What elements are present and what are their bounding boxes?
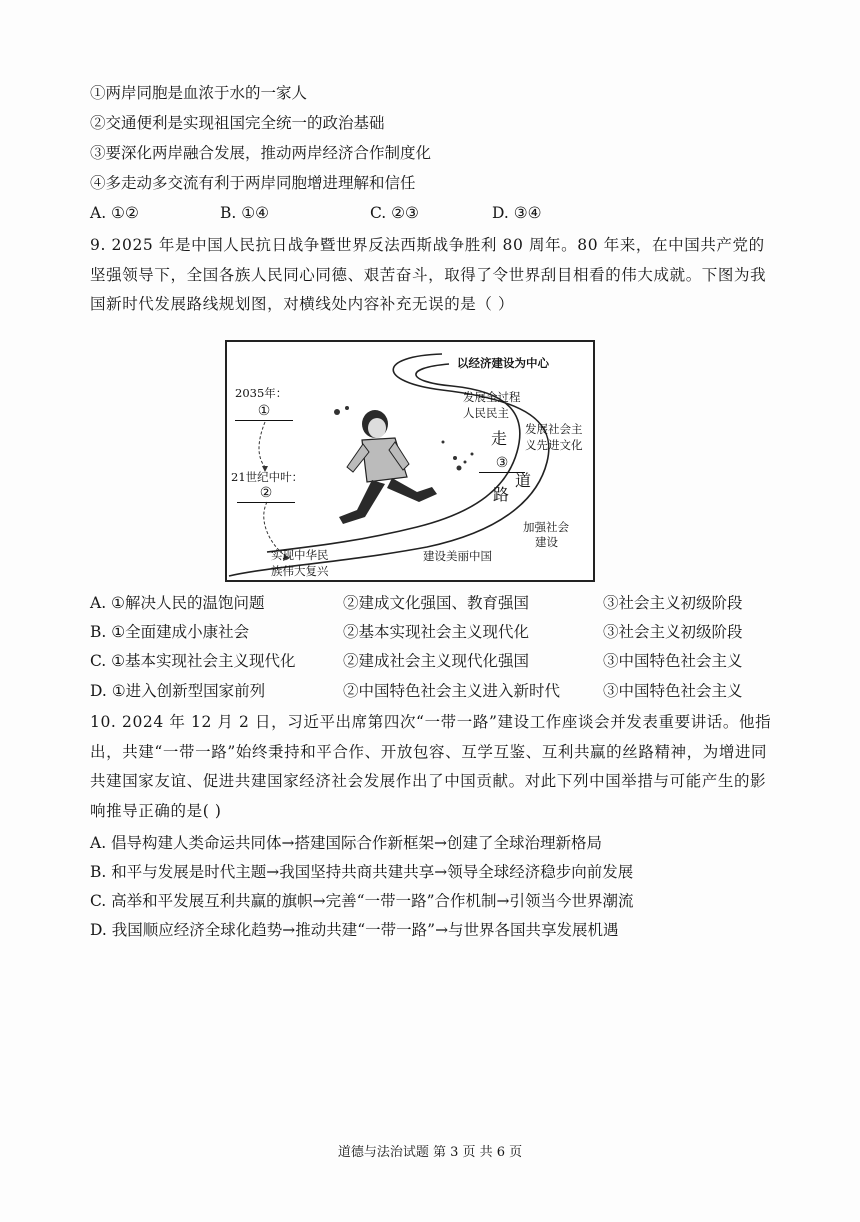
road-char-3: 路 xyxy=(493,485,510,504)
label-2035: 2035年： xyxy=(235,386,288,400)
runner-figure xyxy=(339,410,437,524)
q9-option-b-col2: ②基本实现社会主义现代化 xyxy=(343,623,530,641)
figure-blank-3: ③ xyxy=(479,454,525,473)
q9-option-c-col2: ②建成社会主义现代化强国 xyxy=(343,652,530,670)
road-char-2: 道 xyxy=(515,471,532,490)
figure-blank-1: ① xyxy=(235,402,293,421)
q9-option-b xyxy=(90,621,780,643)
label-society-1: 加强社会 xyxy=(523,520,569,534)
q9-option-a-col3: ③社会主义初级阶段 xyxy=(603,594,743,612)
q9-option-d-col1: D. ①进入创新型国家前列 xyxy=(90,682,266,700)
figure-blank-2: ② xyxy=(237,484,295,503)
label-democracy-2: 人民民主 xyxy=(463,406,509,420)
timeline-arrow-1 xyxy=(259,422,265,467)
q8-option-c: C. ②③ xyxy=(370,204,419,222)
q9-option-a xyxy=(90,592,780,614)
q9-option-c-col3: ③中国特色社会主义 xyxy=(603,652,743,670)
q10-option-d: D. 我国顺应经济全球化趋势→推动共建“一带一路”→与世界各国共享发展机遇 xyxy=(90,921,619,939)
q10-option-b: B. 和平与发展是时代主题→我国坚持共商共建共享→领导全球经济稳步向前发展 xyxy=(90,863,634,881)
q8-statement-1: ①两岸同胞是血浓于水的一家人 xyxy=(90,84,308,102)
q9-option-b-col3: ③社会主义初级阶段 xyxy=(603,623,743,641)
q9-option-a-col1: A. ①解决人民的温饱问题 xyxy=(90,594,265,612)
label-economy: 以经济建设为中心 xyxy=(457,356,549,370)
label-culture-2: 义先进文化 xyxy=(525,438,583,452)
page-footer: 道德与法治试题 第 3 页 共 6 页 xyxy=(337,1145,523,1160)
label-mid-century: 21世纪中叶： xyxy=(231,470,304,484)
development-roadmap-figure xyxy=(225,340,595,582)
label-democracy-1: 发展全过程 xyxy=(463,390,521,404)
q8-statement-2: ②交通便利是实现祖国完全统一的政治基础 xyxy=(90,114,385,132)
q8-statement-4: ④多走动多交流有利于两岸同胞增进理解和信任 xyxy=(90,174,416,192)
q9-option-d-col3: ③中国特色社会主义 xyxy=(603,682,743,700)
q8-option-a: A. ①② xyxy=(90,204,139,222)
q9-option-a-col2: ②建成文化强国、教育强国 xyxy=(343,594,530,612)
q10-stem: 10. 2024 年 12 月 2 日，习近平出席第四次“一带一路”建设工作座谈会并发表重要讲话。他指出，共建“一带一路”始终秉持和平合作、开放包容、互学互鉴、互利共赢的丝路精神，为增进同共建国家友谊、促进共建国家经济社会发展作出了中国贡献。对此下列中国举措与可能产生的影响推导正确的是( ) xyxy=(90,713,772,820)
label-culture-1: 发展社会主 xyxy=(525,422,583,436)
q9-stem: 9. 2025 年是中国人民抗日战争暨世界反法西斯战争胜利 80 周年。80 年来，在中国共产党的坚强领导下，全国各族人民同心同德、艰苦奋斗，取得了令世界刮目相看的伟大成就。下图为我国新时代发展路线规划图，对横线处内容补充无误的是（ ） xyxy=(90,236,767,313)
q9-option-d-col2: ②中国特色社会主义进入新时代 xyxy=(343,682,561,700)
label-rejuvenation-1: 实现中华民 xyxy=(271,548,329,562)
q9-option-b-col1: B. ①全面建成小康社会 xyxy=(90,623,250,641)
q8-option-d: D. ③④ xyxy=(492,204,542,222)
q9-option-c-col1: C. ①基本实现社会主义现代化 xyxy=(90,652,296,670)
q8-option-b: B. ①④ xyxy=(220,204,270,222)
q9-option-c xyxy=(90,650,780,672)
q8-statement-3: ③要深化两岸融合发展，推动两岸经济合作制度化 xyxy=(90,144,432,162)
label-society-2: 建设 xyxy=(535,535,558,549)
q10-option-c: C. 高举和平发展互利共赢的旗帜→完善“一带一路”合作机制→引领当今世界潮流 xyxy=(90,892,634,910)
label-ecology: 建设美丽中国 xyxy=(423,549,492,563)
label-rejuvenation-2: 族伟大复兴 xyxy=(271,564,329,578)
q10-option-a: A. 倡导构建人类命运共同体→搭建国际合作新框架→创建了全球治理新格局 xyxy=(90,834,603,852)
q9-option-d xyxy=(90,680,780,702)
road-char-1: 走 xyxy=(491,429,508,448)
